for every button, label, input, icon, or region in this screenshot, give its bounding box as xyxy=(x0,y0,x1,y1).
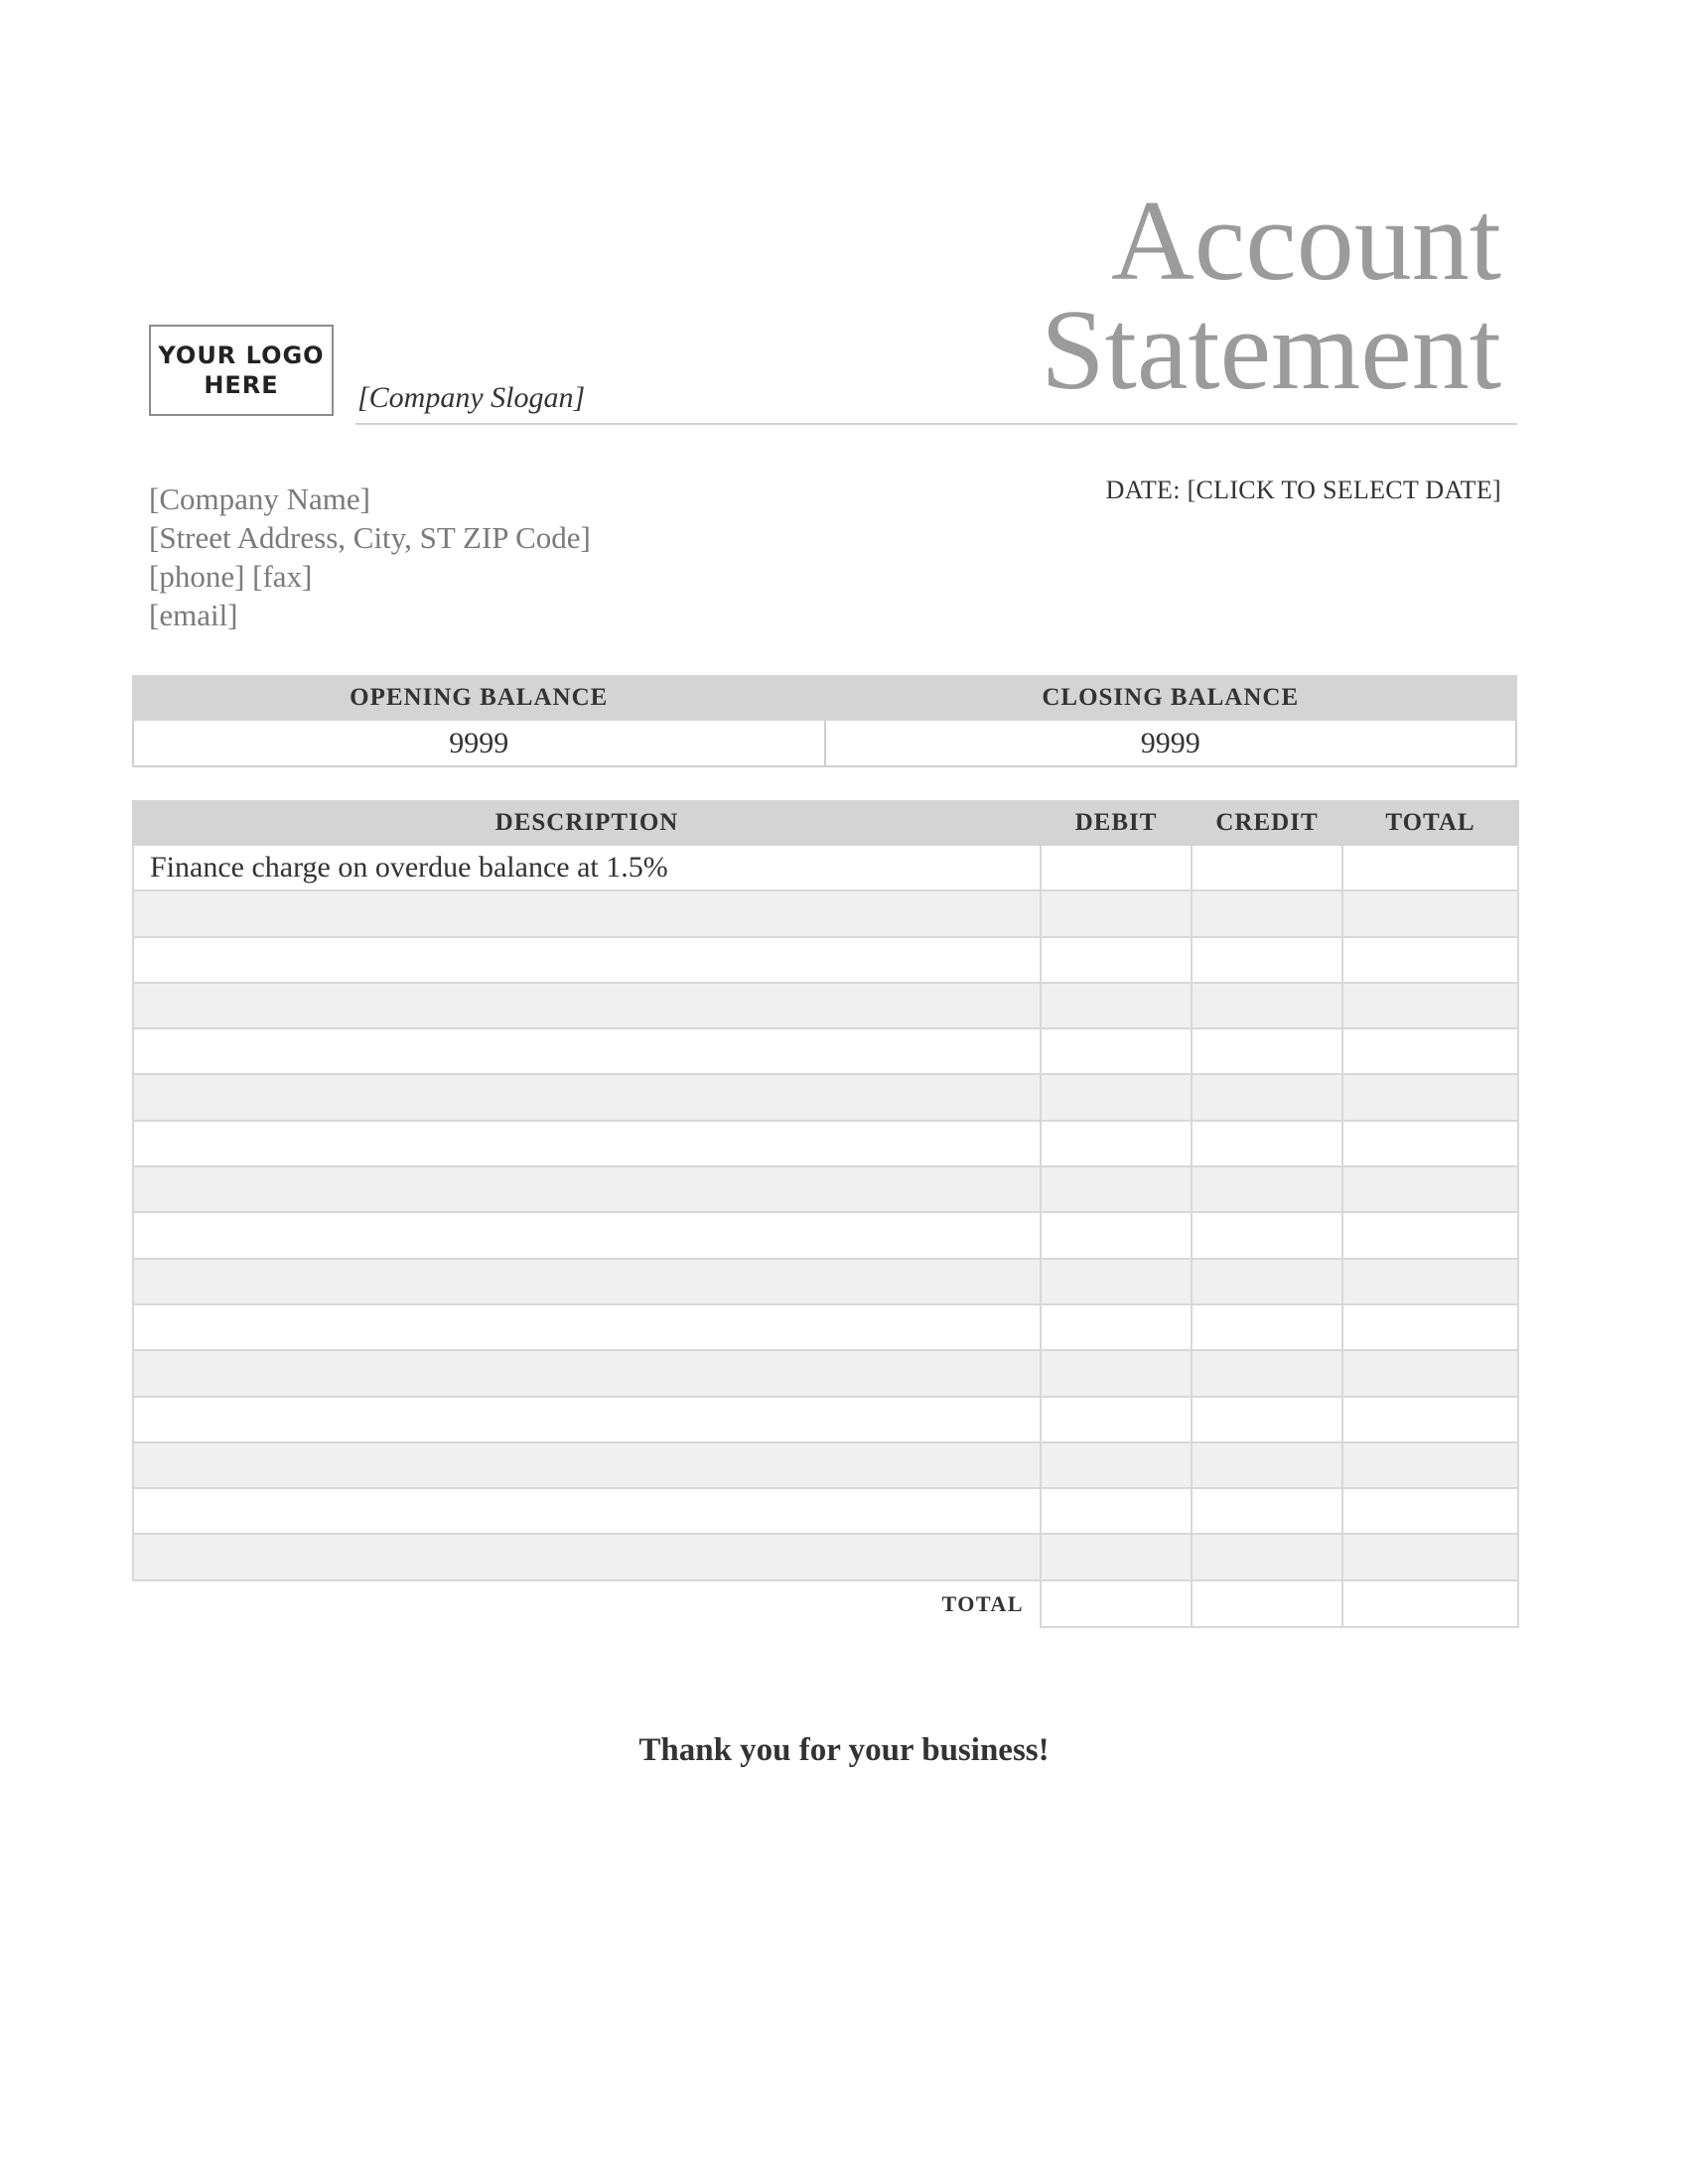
company-name[interactable]: [Company Name] xyxy=(149,481,370,516)
debit-cell[interactable] xyxy=(1041,983,1192,1028)
title-line-2: Statement xyxy=(1041,287,1501,414)
logo-placeholder[interactable] xyxy=(149,325,334,416)
closing-balance-header: CLOSING BALANCE xyxy=(825,676,1517,720)
credit-cell[interactable] xyxy=(1192,890,1342,936)
line-total-cell[interactable] xyxy=(1342,1488,1518,1534)
description-cell[interactable] xyxy=(133,1397,1041,1442)
description-cell[interactable] xyxy=(133,1534,1041,1579)
closing-balance-value[interactable]: 9999 xyxy=(825,720,1517,766)
debit-cell[interactable] xyxy=(1041,1259,1192,1304)
credit-cell[interactable] xyxy=(1192,845,1342,890)
total-header: TOTAL xyxy=(1342,801,1518,845)
credit-cell[interactable] xyxy=(1192,1259,1342,1304)
description-cell[interactable] xyxy=(133,1121,1041,1166)
logo-text-line2: HERE xyxy=(204,371,279,399)
logo-text-line1: YOUR LOGO xyxy=(158,341,325,369)
table-row xyxy=(133,1121,1518,1166)
line-total-cell[interactable] xyxy=(1342,1121,1518,1166)
date-picker-field[interactable]: DATE: [CLICK TO SELECT DATE] xyxy=(1105,476,1501,504)
debit-cell[interactable] xyxy=(1041,937,1192,983)
debit-cell[interactable] xyxy=(1041,845,1192,890)
description-cell[interactable] xyxy=(133,1304,1041,1350)
description-cell[interactable] xyxy=(133,983,1041,1028)
line-total-cell[interactable] xyxy=(1342,1534,1518,1579)
company-slogan[interactable]: [Company Slogan] xyxy=(357,381,586,414)
items-body xyxy=(133,845,1518,1580)
totals-row xyxy=(133,1580,1518,1627)
table-row xyxy=(133,1350,1518,1396)
description-cell[interactable] xyxy=(133,937,1041,983)
line-total-cell[interactable] xyxy=(1342,890,1518,936)
credit-cell[interactable] xyxy=(1192,1304,1342,1350)
credit-cell[interactable] xyxy=(1192,1397,1342,1442)
table-row xyxy=(133,1534,1518,1579)
credit-cell[interactable] xyxy=(1192,937,1342,983)
debit-cell[interactable] xyxy=(1041,1304,1192,1350)
table-row xyxy=(133,890,1518,936)
description-cell[interactable] xyxy=(133,1350,1041,1396)
table-row xyxy=(133,1166,1518,1212)
document-title xyxy=(1041,178,1501,414)
total-label: TOTAL xyxy=(133,1580,1041,1627)
table-row xyxy=(133,1488,1518,1534)
description-cell[interactable] xyxy=(133,1442,1041,1488)
line-total-cell[interactable] xyxy=(1342,983,1518,1028)
debit-header: DEBIT xyxy=(1041,801,1192,845)
description-cell[interactable] xyxy=(133,1166,1041,1212)
line-total-cell[interactable] xyxy=(1342,1166,1518,1212)
description-cell[interactable]: Finance charge on overdue balance at 1.5% xyxy=(133,845,1041,890)
total-debit-cell[interactable] xyxy=(1041,1580,1192,1627)
company-phone-fax[interactable]: [phone] [fax] xyxy=(149,559,313,594)
balance-table xyxy=(132,675,1517,767)
debit-cell[interactable] xyxy=(1041,1350,1192,1396)
debit-cell[interactable] xyxy=(1041,1534,1192,1579)
grand-total-cell[interactable] xyxy=(1342,1580,1518,1627)
credit-cell[interactable] xyxy=(1192,1028,1342,1074)
description-cell[interactable] xyxy=(133,1212,1041,1258)
line-items-table xyxy=(132,800,1519,1628)
line-total-cell[interactable] xyxy=(1342,1074,1518,1120)
table-row xyxy=(133,1397,1518,1442)
credit-cell[interactable] xyxy=(1192,1166,1342,1212)
opening-balance-header: OPENING BALANCE xyxy=(133,676,825,720)
credit-cell[interactable] xyxy=(1192,1534,1342,1579)
line-total-cell[interactable] xyxy=(1342,937,1518,983)
credit-cell[interactable] xyxy=(1192,983,1342,1028)
credit-cell[interactable] xyxy=(1192,1212,1342,1258)
line-total-cell[interactable] xyxy=(1342,1028,1518,1074)
company-address[interactable]: [Street Address, City, ST ZIP Code] xyxy=(149,520,591,555)
line-total-cell[interactable] xyxy=(1342,1212,1518,1258)
table-row xyxy=(133,1259,1518,1304)
description-header: DESCRIPTION xyxy=(133,801,1041,845)
description-cell[interactable] xyxy=(133,1259,1041,1304)
title-line-1: Account xyxy=(1111,178,1501,305)
company-info xyxy=(149,479,591,634)
line-total-cell[interactable] xyxy=(1342,1304,1518,1350)
debit-cell[interactable] xyxy=(1041,890,1192,936)
line-total-cell[interactable] xyxy=(1342,1397,1518,1442)
table-row xyxy=(133,983,1518,1028)
balance-value-row xyxy=(133,720,1516,766)
credit-cell[interactable] xyxy=(1192,1074,1342,1120)
debit-cell[interactable] xyxy=(1041,1212,1192,1258)
items-header-row xyxy=(133,801,1518,845)
credit-cell[interactable] xyxy=(1192,1488,1342,1534)
credit-cell[interactable] xyxy=(1192,1121,1342,1166)
credit-cell[interactable] xyxy=(1192,1350,1342,1396)
debit-cell[interactable] xyxy=(1041,1028,1192,1074)
description-cell[interactable] xyxy=(133,890,1041,936)
description-cell[interactable] xyxy=(133,1074,1041,1120)
total-credit-cell[interactable] xyxy=(1192,1580,1342,1627)
table-row xyxy=(133,1028,1518,1074)
table-row xyxy=(133,1074,1518,1120)
debit-cell[interactable] xyxy=(1041,1121,1192,1166)
line-total-cell[interactable] xyxy=(1342,845,1518,890)
debit-cell[interactable] xyxy=(1041,1488,1192,1534)
debit-cell[interactable] xyxy=(1041,1074,1192,1120)
line-total-cell[interactable] xyxy=(1342,1442,1518,1488)
table-row xyxy=(133,1442,1518,1488)
debit-cell[interactable] xyxy=(1041,1397,1192,1442)
debit-cell[interactable] xyxy=(1041,1442,1192,1488)
credit-cell[interactable] xyxy=(1192,1442,1342,1488)
table-row xyxy=(133,1304,1518,1350)
table-row xyxy=(133,1212,1518,1258)
debit-cell[interactable] xyxy=(1041,1166,1192,1212)
line-total-cell[interactable] xyxy=(1342,1259,1518,1304)
description-cell[interactable] xyxy=(133,1028,1041,1074)
header-divider xyxy=(355,423,1517,425)
table-row xyxy=(133,937,1518,983)
opening-balance-value[interactable]: 9999 xyxy=(133,720,825,766)
line-total-cell[interactable] xyxy=(1342,1350,1518,1396)
table-row xyxy=(133,845,1518,890)
credit-header: CREDIT xyxy=(1192,801,1342,845)
thank-you-message: Thank you for your business! xyxy=(638,1732,1050,1768)
description-cell[interactable] xyxy=(133,1488,1041,1534)
balance-header-row xyxy=(133,676,1516,720)
company-email[interactable]: [email] xyxy=(149,598,238,632)
